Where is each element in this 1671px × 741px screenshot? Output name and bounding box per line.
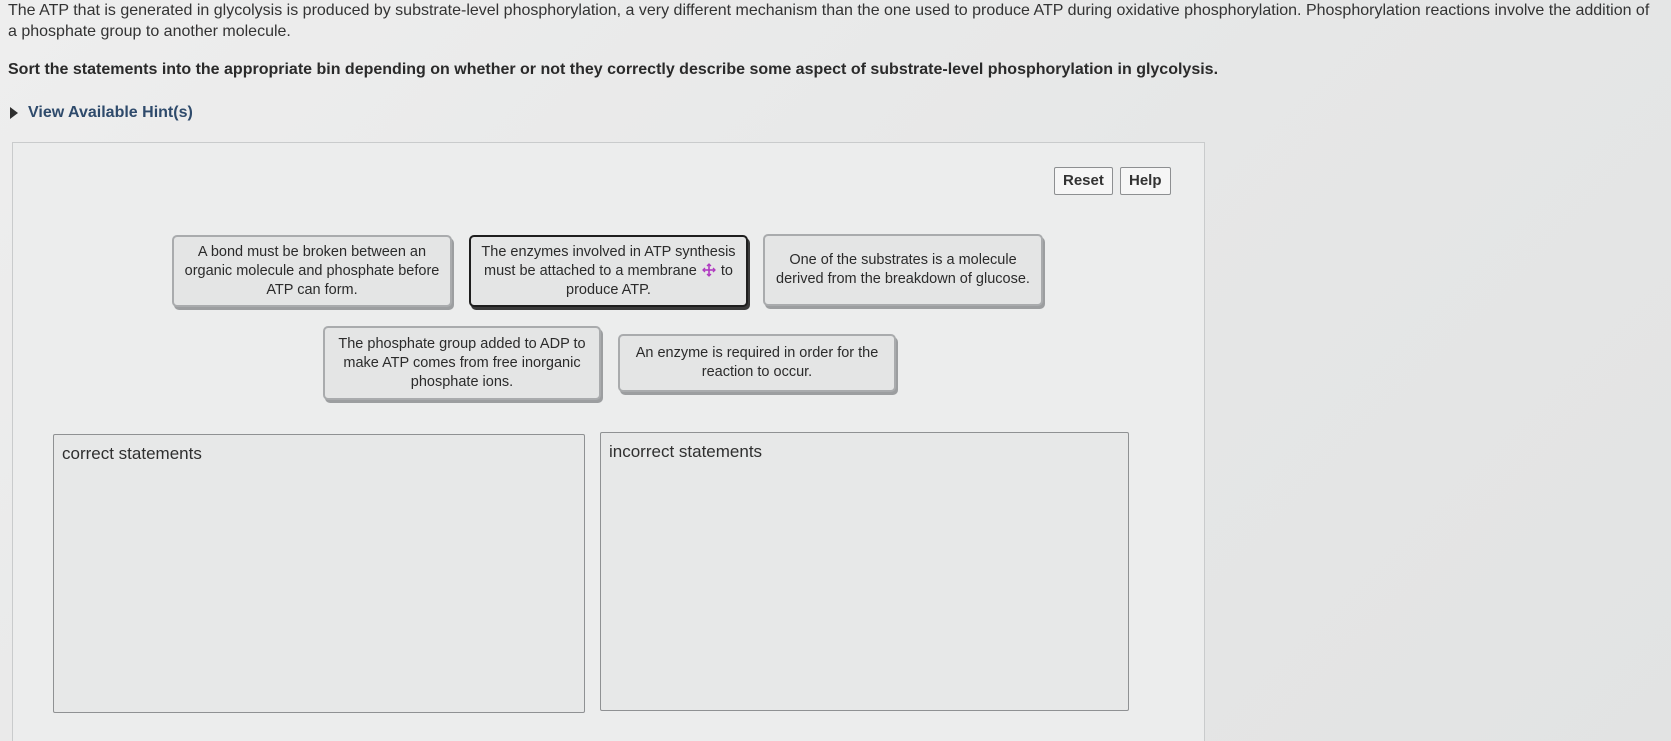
move-cursor-icon [702,263,716,277]
intro-paragraph: The ATP that is generated in glycolysis is produced by substrate-level phosphorylation, a very different mechanism than the one used to produce ATP during oxidative phosphorylation. Phosphorylation reactions involve the addition of a phosphate group to another molecule. [8,2,1650,40]
statement-text [481,243,736,300]
statement-text-part2: to produce ATP. [566,262,733,298]
statement-text: The phosphate group added to ADP to make ATP comes from free inorganic phosphate ions. [338,335,586,390]
statement-card-inorganic-phosphate[interactable] [323,326,601,400]
instruction-text: Sort the statements into the appropriate bin depending on whether or not they correctly describe some aspect of substrate-level phosphorylation in glycolysis. [8,61,1219,78]
correct-statements-bin[interactable] [53,434,585,713]
statement-card-bond-broken[interactable] [172,235,452,307]
statement-text: An enzyme is required in order for the reaction to occur. [635,345,879,380]
reset-button[interactable]: Reset [1054,167,1113,195]
triangle-right-icon [10,107,18,119]
bin-title: correct statements [62,444,202,463]
view-hints-label: View Available Hint(s) [28,104,193,121]
statement-card-glucose-substrate[interactable] [763,234,1043,306]
view-hints-toggle[interactable] [10,104,193,122]
statement-card-enzyme-required[interactable] [618,334,896,392]
help-button[interactable]: Help [1120,167,1171,195]
statement-text: One of the substrates is a molecule derived from the breakdown of glucose. [776,252,1030,287]
incorrect-statements-bin[interactable] [600,432,1129,711]
statement-text-part1: The enzymes involved in ATP synthesis must be attached to a membrane [481,243,736,279]
statement-text: A bond must be broken between an organic molecule and phosphate before ATP can form. [184,243,440,298]
bin-title: incorrect statements [609,442,763,461]
statement-card-enzymes-membrane[interactable] [469,235,748,307]
